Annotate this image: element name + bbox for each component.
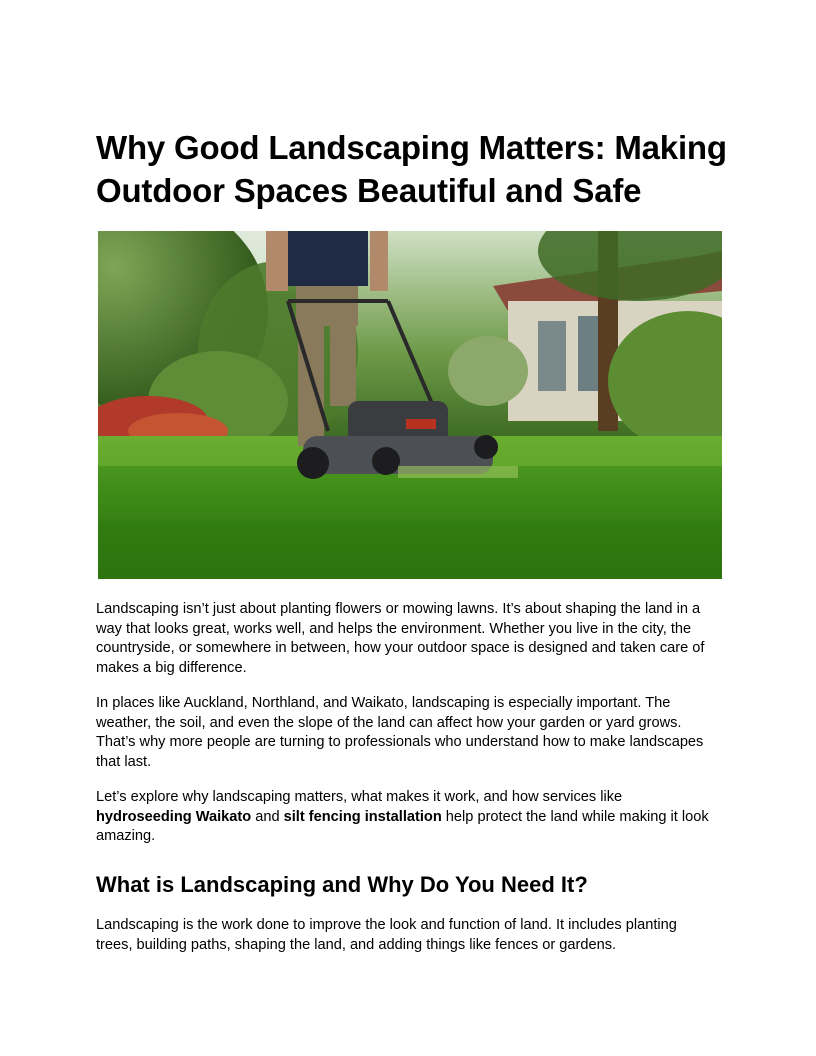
intro-paragraph: [96, 600, 726, 678]
page-title-line-2: Outdoor Spaces Beautiful and Safe: [96, 172, 642, 209]
text-line: In places like Auckland, Northland, and Waikato, landscaping is especially important. The: [96, 695, 671, 711]
text-line: weather, the soil, and even the slope of the land can affect how your garden or yard grows.: [96, 714, 682, 731]
text-line: makes a big difference.: [96, 659, 247, 676]
hero-image: [98, 231, 722, 579]
text-fragment: help protect the land while making it look: [441, 808, 709, 825]
keyword-silt-fencing: silt fencing installation: [283, 808, 442, 825]
text-fragment: and: [251, 808, 284, 825]
text-line: [96, 808, 726, 828]
text-line: that last.: [96, 753, 152, 770]
section-heading: What is Landscaping and Why Do You Need It?: [96, 872, 588, 897]
text-line: That’s why more people are turning to professionals who understand how to make landscapes: [96, 734, 704, 750]
explore-paragraph: [96, 788, 726, 847]
page-title: [96, 126, 736, 212]
lawn-mower-photo-icon: [98, 231, 722, 579]
text-line: amazing.: [96, 828, 156, 844]
keyword-hydroseeding: hydroseeding Waikato: [96, 808, 252, 825]
text-line: countryside, or somewhere in between, how your outdoor space is designed and taken care of: [96, 640, 705, 656]
page-title-line-1: Why Good Landscaping Matters: Making: [96, 129, 727, 166]
text-line: Let’s explore why landscaping matters, what makes it work, and how services like: [96, 789, 623, 805]
text-line: trees, building paths, shaping the land, and adding things like fences or gardens.: [96, 936, 617, 953]
text-line: Landscaping is the work done to improve the look and function of land. It includes planting: [96, 917, 677, 933]
regions-paragraph: [96, 694, 726, 772]
definition-paragraph: [96, 916, 726, 955]
text-line: Landscaping isn’t just about planting flowers or mowing lawns. It’s about shaping the land in a: [96, 601, 701, 617]
text-line: way that looks great, works well, and helps the environment. Whether you live in the city, the: [96, 620, 692, 637]
